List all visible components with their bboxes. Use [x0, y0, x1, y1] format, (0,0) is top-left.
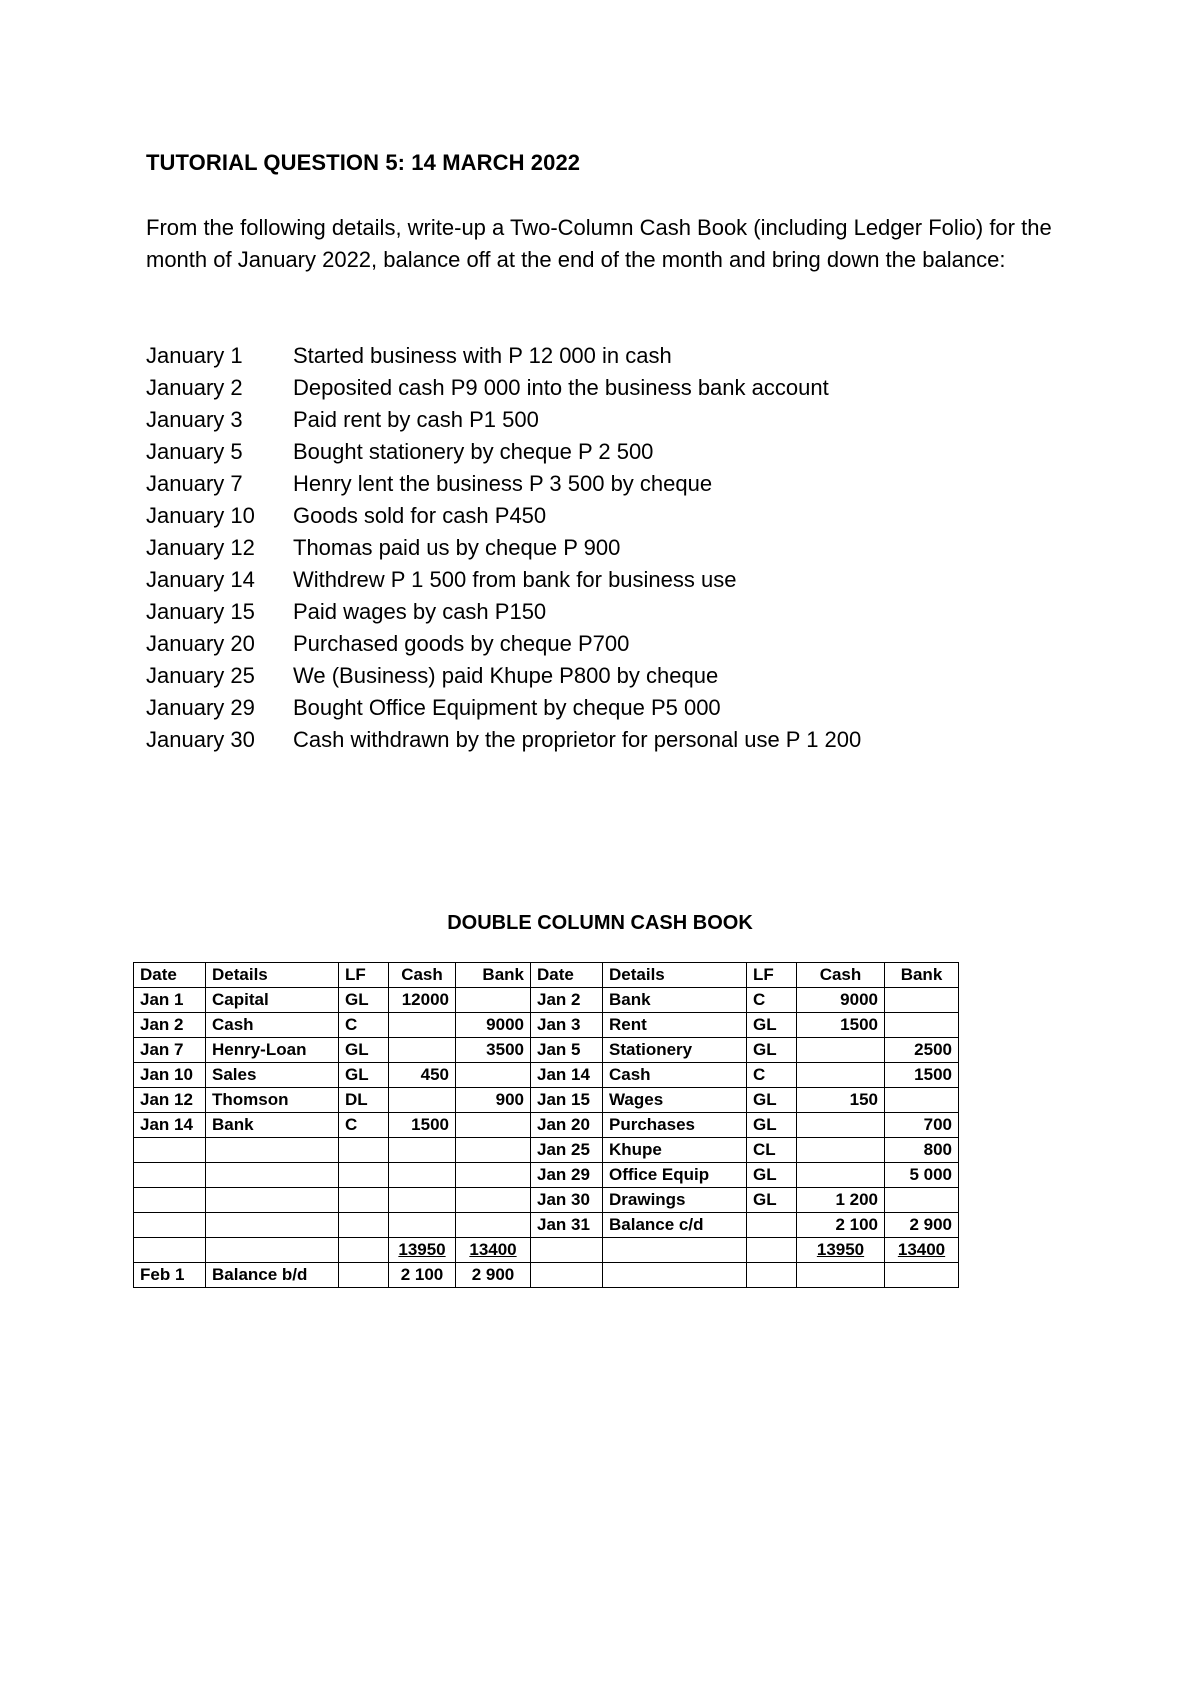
entry-details: Henry-Loan: [206, 1038, 339, 1063]
entry-cash: 450: [389, 1063, 456, 1088]
entry-lf: [339, 1163, 389, 1188]
transaction-text: Goods sold for cash P450: [293, 503, 547, 528]
entry-details: Rent: [603, 1013, 747, 1038]
list-item: [146, 724, 861, 756]
list-item: [146, 596, 861, 628]
entry-cash: [389, 1213, 456, 1238]
entry-date: [531, 1263, 603, 1288]
entry-details: Stationery: [603, 1038, 747, 1063]
entry-details: [206, 1163, 339, 1188]
cash-book-title: DOUBLE COLUMN CASH BOOK: [447, 912, 753, 934]
table-header-row: [134, 963, 959, 988]
entry-bank: 9000: [456, 1013, 531, 1038]
entry-lf: GL: [747, 1013, 797, 1038]
table-row: [134, 1063, 959, 1088]
entry-date: [531, 1238, 603, 1263]
column-header: Cash: [389, 963, 456, 988]
entry-date: Feb 1: [134, 1263, 206, 1288]
entry-bank: [456, 1188, 531, 1213]
entry-bank: 800: [885, 1138, 959, 1163]
entry-date: Jan 3: [531, 1013, 603, 1038]
entry-date: [134, 1188, 206, 1213]
entry-lf: [339, 1188, 389, 1213]
entry-bank: [885, 1188, 959, 1213]
total-value: 13400: [469, 1240, 517, 1259]
entry-date: Jan 30: [531, 1188, 603, 1213]
table-row: [134, 1238, 959, 1263]
list-item: [146, 468, 861, 500]
entry-details: [603, 1238, 747, 1263]
total-value: 13950: [398, 1240, 446, 1259]
entry-bank: 1500: [885, 1063, 959, 1088]
entry-details: [206, 1138, 339, 1163]
entry-cash: 2 100: [797, 1213, 885, 1238]
total-value: 13950: [816, 1240, 865, 1259]
cash-book-body: [134, 963, 959, 1288]
cash-book-table: [133, 962, 959, 1288]
entry-details: Balance c/d: [603, 1213, 747, 1238]
entry-details: Office Equip: [603, 1163, 747, 1188]
transaction-date: January 14: [146, 567, 255, 592]
entry-lf: [747, 1238, 797, 1263]
entry-cash: 1 200: [797, 1188, 885, 1213]
entry-bank: [456, 988, 531, 1013]
entry-details: [206, 1238, 339, 1263]
entry-lf: [747, 1213, 797, 1238]
entry-date: [134, 1138, 206, 1163]
entry-lf: GL: [747, 1038, 797, 1063]
entry-details: Cash: [603, 1063, 747, 1088]
entry-lf: GL: [747, 1188, 797, 1213]
list-item: [146, 660, 861, 692]
transaction-text: We (Business) paid Khupe P800 by cheque: [293, 663, 719, 688]
list-item: [146, 500, 861, 532]
table-row: [134, 1263, 959, 1288]
entry-cash: [797, 1138, 885, 1163]
entry-date: Jan 31: [531, 1213, 603, 1238]
list-item: [146, 372, 861, 404]
entry-details: Capital: [206, 988, 339, 1013]
list-item: [146, 628, 861, 660]
entry-lf: CL: [747, 1138, 797, 1163]
transaction-text: Paid rent by cash P1 500: [293, 407, 539, 432]
entry-cash: [389, 1138, 456, 1163]
entry-details: [206, 1188, 339, 1213]
transaction-text: Henry lent the business P 3 500 by cheque: [293, 471, 713, 496]
entry-date: Jan 2: [134, 1013, 206, 1038]
list-item: [146, 404, 861, 436]
column-header: Details: [206, 963, 339, 988]
entry-details: [206, 1213, 339, 1238]
entry-bank: 900: [456, 1088, 531, 1113]
transaction-text: Thomas paid us by cheque P 900: [293, 535, 621, 560]
transaction-text: Deposited cash P9 000 into the business bank account: [293, 375, 829, 400]
entry-bank: 2 900: [885, 1213, 959, 1238]
entry-bank: [456, 1063, 531, 1088]
entry-bank: [885, 1238, 959, 1263]
list-item: [146, 532, 861, 564]
entry-cash: [389, 1088, 456, 1113]
entry-date: Jan 10: [134, 1063, 206, 1088]
entry-bank: [885, 1088, 959, 1113]
entry-lf: [339, 1238, 389, 1263]
entry-cash: [797, 1238, 885, 1263]
entry-cash: 12000: [389, 988, 456, 1013]
entry-lf: [339, 1263, 389, 1288]
transaction-text: Paid wages by cash P150: [293, 599, 547, 624]
entry-details: Sales: [206, 1063, 339, 1088]
transaction-text: Cash withdrawn by the proprietor for personal use P 1 200: [293, 727, 862, 752]
transaction-text: Started business with P 12 000 in cash: [293, 343, 672, 368]
entry-date: [134, 1238, 206, 1263]
entry-lf: [339, 1213, 389, 1238]
transaction-date: January 29: [146, 695, 255, 720]
entry-date: Jan 15: [531, 1088, 603, 1113]
entry-bank: 3500: [456, 1038, 531, 1063]
entry-cash: [389, 1238, 456, 1263]
entry-date: Jan 29: [531, 1163, 603, 1188]
table-row: [134, 1038, 959, 1063]
page-title: TUTORIAL QUESTION 5: 14 MARCH 2022: [146, 150, 581, 175]
column-header: LF: [747, 963, 797, 988]
entry-cash: 2 100: [389, 1263, 456, 1288]
transaction-date: January 3: [146, 407, 243, 432]
entry-date: Jan 2: [531, 988, 603, 1013]
entry-date: Jan 20: [531, 1113, 603, 1138]
entry-details: Bank: [603, 988, 747, 1013]
entry-details: [603, 1263, 747, 1288]
transaction-text: Bought stationery by cheque P 2 500: [293, 439, 654, 464]
entry-bank: [885, 1263, 959, 1288]
entry-lf: [747, 1263, 797, 1288]
entry-details: Thomson: [206, 1088, 339, 1113]
transaction-text: Withdrew P 1 500 from bank for business use: [293, 567, 737, 592]
entry-cash: [389, 1038, 456, 1063]
entry-cash: [797, 1163, 885, 1188]
column-header: Bank: [456, 963, 531, 988]
transaction-date: January 7: [146, 471, 243, 496]
entry-date: [134, 1163, 206, 1188]
entry-cash: 9000: [797, 988, 885, 1013]
entry-date: Jan 25: [531, 1138, 603, 1163]
entry-lf: C: [747, 988, 797, 1013]
transaction-date: January 5: [146, 439, 243, 464]
entry-lf: C: [339, 1113, 389, 1138]
entry-cash: 150: [797, 1088, 885, 1113]
entry-details: Purchases: [603, 1113, 747, 1138]
list-item: [146, 340, 861, 372]
entry-lf: GL: [339, 1063, 389, 1088]
entry-date: Jan 1: [134, 988, 206, 1013]
transaction-date: January 15: [146, 599, 255, 624]
entry-bank: 2500: [885, 1038, 959, 1063]
total-value: 13400: [897, 1240, 946, 1259]
column-header: Cash: [797, 963, 885, 988]
entry-lf: GL: [339, 988, 389, 1013]
transaction-date: January 20: [146, 631, 255, 656]
transaction-date: January 10: [146, 503, 255, 528]
list-item: [146, 692, 861, 724]
entry-details: Balance b/d: [206, 1263, 339, 1288]
entry-details: Wages: [603, 1088, 747, 1113]
list-item: [146, 436, 861, 468]
entry-bank: 5 000: [885, 1163, 959, 1188]
table-row: [134, 1113, 959, 1138]
entry-date: [134, 1213, 206, 1238]
entry-bank: [456, 1213, 531, 1238]
column-header: LF: [339, 963, 389, 988]
table-row: [134, 1013, 959, 1038]
entry-bank: [456, 1138, 531, 1163]
transaction-text: Purchased goods by cheque P700: [293, 631, 630, 656]
entry-details: Khupe: [603, 1138, 747, 1163]
entry-details: Cash: [206, 1013, 339, 1038]
entry-cash: [797, 1113, 885, 1138]
instructions-paragraph: From the following details, write-up a Two-Column Cash Book (including Ledger Folio) for the month of January 2022, balance off at the end of the month and bring down the balance:: [146, 215, 1052, 272]
entry-cash: 1500: [797, 1013, 885, 1038]
transaction-list: [146, 340, 861, 756]
entry-lf: C: [339, 1013, 389, 1038]
transaction-date: January 25: [146, 663, 255, 688]
entry-date: Jan 14: [531, 1063, 603, 1088]
table-row: [134, 1188, 959, 1213]
entry-cash: [389, 1163, 456, 1188]
entry-bank: 700: [885, 1113, 959, 1138]
entry-lf: C: [747, 1063, 797, 1088]
entry-bank: [885, 1013, 959, 1038]
column-header: Date: [134, 963, 206, 988]
entry-date: Jan 7: [134, 1038, 206, 1063]
entry-bank: [456, 1238, 531, 1263]
transaction-text: Bought Office Equipment by cheque P5 000: [293, 695, 721, 720]
transaction-date: January 1: [146, 343, 243, 368]
table-row: [134, 1163, 959, 1188]
table-row: [134, 1138, 959, 1163]
entry-date: Jan 12: [134, 1088, 206, 1113]
entry-cash: [797, 1063, 885, 1088]
entry-lf: [339, 1138, 389, 1163]
entry-bank: [885, 988, 959, 1013]
entry-bank: [456, 1113, 531, 1138]
entry-date: Jan 14: [134, 1113, 206, 1138]
list-item: [146, 564, 861, 596]
table-row: [134, 1088, 959, 1113]
entry-lf: GL: [747, 1113, 797, 1138]
entry-date: Jan 5: [531, 1038, 603, 1063]
table-row: [134, 1213, 959, 1238]
transaction-date: January 30: [146, 727, 255, 752]
entry-cash: [797, 1038, 885, 1063]
entry-bank: 2 900: [456, 1263, 531, 1288]
entry-cash: 1500: [389, 1113, 456, 1138]
transaction-date: January 12: [146, 535, 255, 560]
entry-cash: [389, 1013, 456, 1038]
entry-cash: [797, 1263, 885, 1288]
entry-lf: GL: [747, 1088, 797, 1113]
column-header: Date: [531, 963, 603, 988]
entry-details: Bank: [206, 1113, 339, 1138]
column-header: Details: [603, 963, 747, 988]
entry-lf: GL: [747, 1163, 797, 1188]
entry-cash: [389, 1188, 456, 1213]
entry-lf: GL: [339, 1038, 389, 1063]
entry-details: Drawings: [603, 1188, 747, 1213]
column-header: Bank: [885, 963, 959, 988]
entry-lf: DL: [339, 1088, 389, 1113]
transaction-date: January 2: [146, 375, 243, 400]
table-row: [134, 988, 959, 1013]
entry-bank: [456, 1163, 531, 1188]
